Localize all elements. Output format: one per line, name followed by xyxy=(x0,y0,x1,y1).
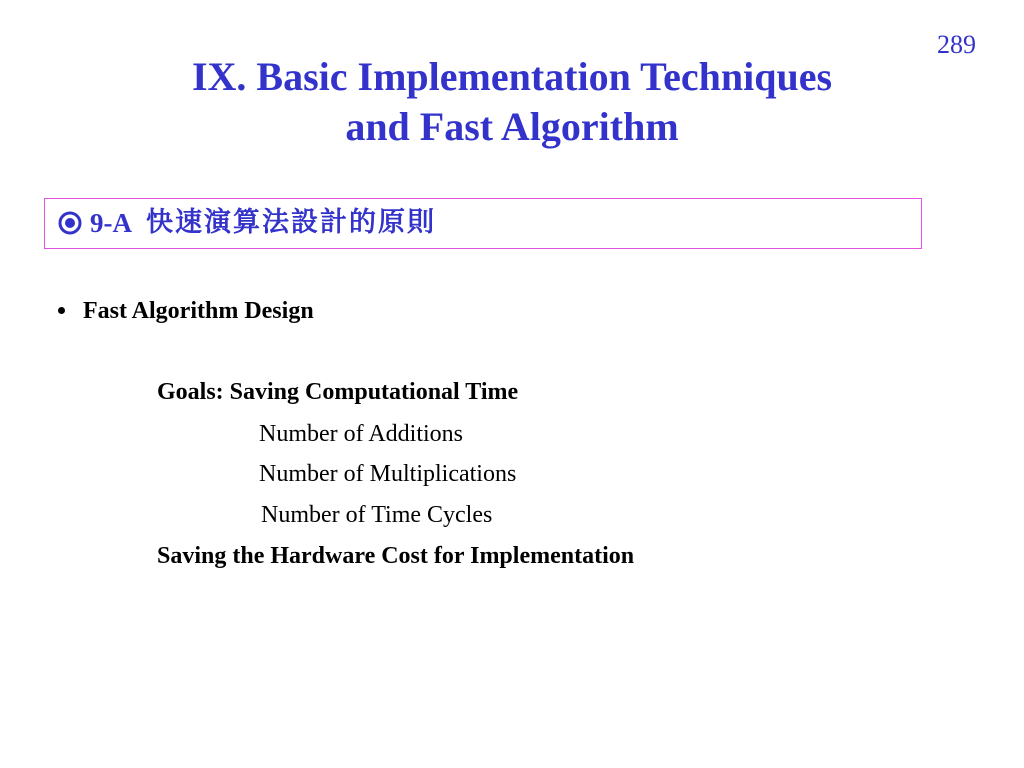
slide-title xyxy=(0,52,1024,152)
section-heading-box xyxy=(44,198,922,249)
bullet-dot-icon xyxy=(58,307,65,314)
goal-item-time-cycles: Number of Time Cycles xyxy=(261,502,493,528)
hardware-cost-line: Saving the Hardware Cost for Implementation xyxy=(157,543,635,569)
section-title-cjk: 快速演算法設計的原則 xyxy=(146,207,436,238)
goal-item-multiplications: Number of Multiplications xyxy=(259,461,517,487)
goals-line: Goals: Saving Computational Time xyxy=(157,379,519,405)
goal-item-additions: Number of Additions xyxy=(259,421,463,447)
section-number: 9-A xyxy=(90,208,132,238)
section-heading xyxy=(58,206,436,240)
target-circle-icon xyxy=(58,211,82,235)
title-line-1: IX. Basic Implementation Techniques xyxy=(191,54,833,99)
title-line-2: and Fast Algorithm xyxy=(345,104,679,149)
bullet-item xyxy=(58,296,314,326)
page-number: 289 xyxy=(937,30,976,59)
bullet-text: Fast Algorithm Design xyxy=(83,298,314,324)
